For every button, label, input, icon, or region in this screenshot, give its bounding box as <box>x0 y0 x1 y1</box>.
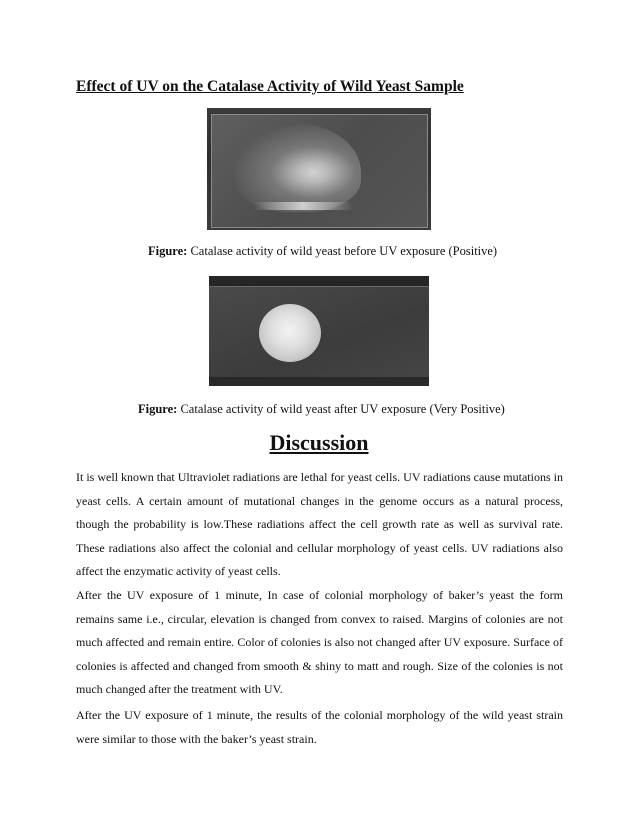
paragraph: After the UV exposure of 1 minute, In case of colonial morphology of baker’s yeast the form remains same i.e., circular, elevation is changed from convex to raised. Margins of colonies are not much affected and remain entire. Color of colonies is also not changed after UV exposure. Surface of colonies is affected and changed from smooth & shiny to matt and rough. Size of the colonies is not much changed after the treatment with UV. <box>76 588 563 696</box>
catalase-before-uv-photo <box>207 108 431 230</box>
paragraph: After the UV exposure of 1 minute, the results of the colonial morphology of the wild yeast strain were similar to those with the baker’s yeast strain. <box>76 708 563 746</box>
slide-glare <box>253 202 353 210</box>
figure-label: Figure: <box>138 402 178 416</box>
foam-colony <box>259 304 321 362</box>
figure-label: Figure: <box>148 244 188 258</box>
page-heading: Effect of UV on the Catalase Activity of Wild Yeast Sample <box>76 78 464 95</box>
figure-caption-text: Catalase activity of wild yeast before UV exposure (Positive) <box>190 244 498 258</box>
catalase-after-uv-photo <box>209 276 429 386</box>
paragraph: It is well known that Ultraviolet radiations are lethal for yeast cells. UV radiations cause mutations in yeast cells. A certain amount of mutational changes in the genome occurs as a natural process, though the probability is low.These radiations affect the cell growth rate as well as survival rate. These radiations also affect the colonial and cellular morphology of yeast cells. UV radiations also affect the enzymatic activity of yeast cells. <box>76 470 563 578</box>
figure-caption-before <box>148 244 497 259</box>
figure-caption-text: Catalase activity of wild yeast after UV exposure (Very Positive) <box>180 402 505 416</box>
section-title: Discussion <box>269 430 369 455</box>
bubbling-drop <box>235 124 361 212</box>
figure-caption-after <box>138 402 505 417</box>
